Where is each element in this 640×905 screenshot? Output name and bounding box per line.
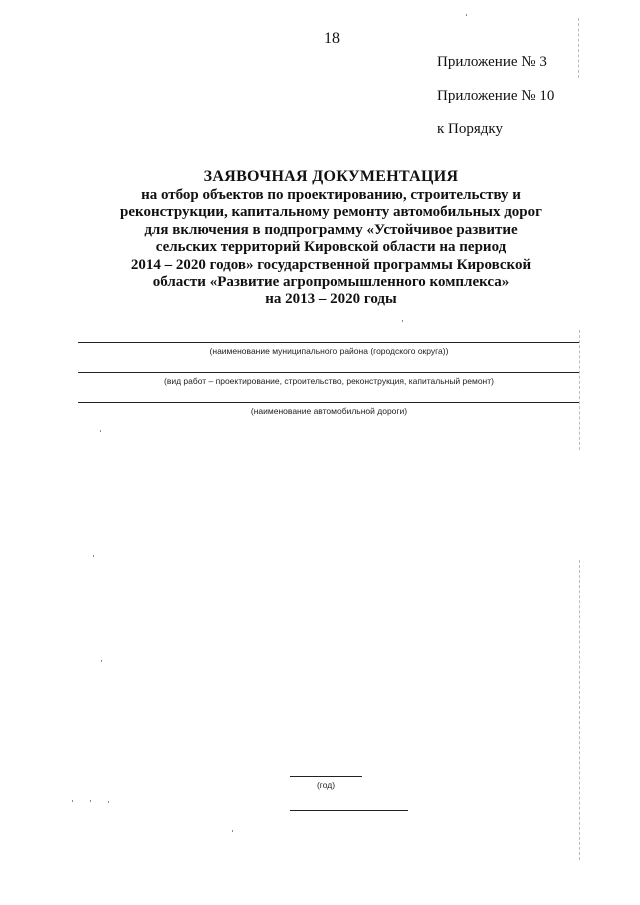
title-line: области «Развитие агропромышленного комплекса» [152, 274, 510, 291]
scan-speck [466, 14, 467, 16]
scan-edge-mark [578, 18, 580, 78]
title-line: на отбор объектов по проектированию, строительству и [141, 187, 521, 203]
document-title [100, 167, 562, 309]
road-fill-line [78, 402, 580, 403]
year-fill-line [290, 776, 362, 777]
scan-edge-mark [579, 330, 581, 450]
scan-speck [72, 800, 73, 802]
title-line: 2014 – 2020 годов» государственной программы Кировской [130, 256, 532, 273]
district-fill-line [78, 342, 580, 343]
appendix-line-2: Приложение № 10 [437, 88, 555, 104]
scan-speck [93, 555, 94, 557]
scan-speck [232, 830, 233, 832]
title-line: реконструкции, капитальному ремонту автомобильных дорог [120, 204, 542, 221]
scan-speck [90, 800, 91, 802]
road-caption: (наименование автомобильной дороги) [250, 406, 408, 416]
scan-edge-mark [579, 560, 581, 860]
scan-speck [108, 801, 109, 803]
scan-speck [402, 320, 403, 322]
year-caption: (год) [316, 780, 336, 790]
page-number: 18 [324, 30, 340, 47]
title-line: для включения в подпрограмму «Устойчивое развитие [144, 221, 518, 238]
title-main: ЗАЯВОЧНАЯ ДОКУМЕНТАЦИЯ [203, 168, 459, 185]
appendix-line-1: Приложение № 3 [437, 54, 547, 70]
scan-speck [101, 660, 102, 662]
title-line: сельских территорий Кировской области на период [155, 239, 507, 256]
work-type-caption: (вид работ – проектирование, строительство, реконструкция, капитальный ремонт) [164, 376, 494, 386]
closing-separator [290, 810, 408, 811]
title-line: на 2013 – 2020 годы [265, 291, 397, 308]
appendix-line-3: к Порядку [437, 121, 503, 137]
work-type-fill-line [78, 372, 580, 373]
district-caption: (наименование муниципального района (городского округа)) [209, 346, 449, 356]
scan-speck [100, 430, 101, 432]
